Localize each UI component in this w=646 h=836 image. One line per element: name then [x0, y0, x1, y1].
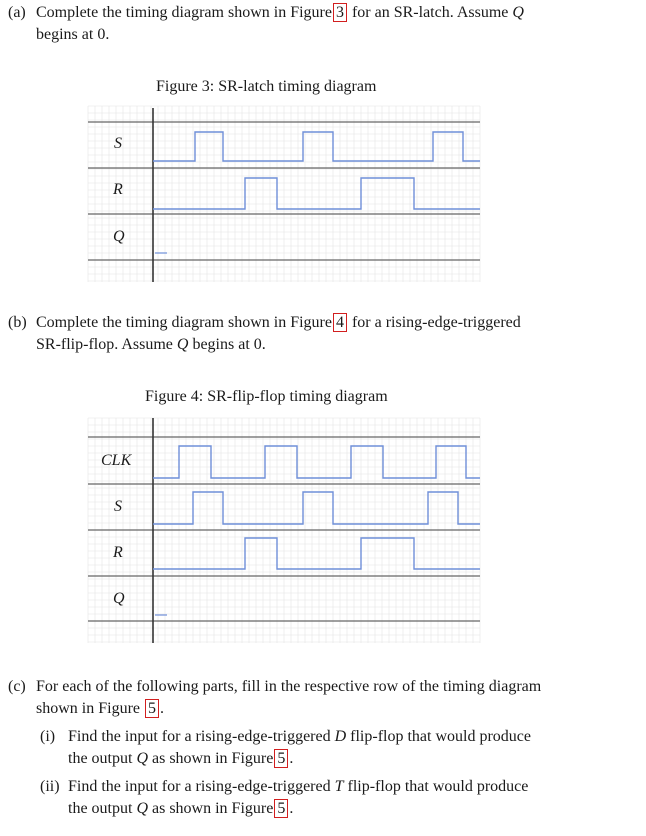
item-ii-label: (ii): [40, 778, 60, 795]
item-ii-period: .: [289, 800, 294, 817]
part-b-line2-after: begins at 0.: [192, 336, 266, 353]
part-b-label: (b): [8, 314, 27, 331]
var-q: Q: [176, 336, 189, 353]
var-t: T: [334, 778, 344, 795]
figure-3-caption: Figure 3: SR-latch timing diagram: [156, 78, 377, 95]
var-q: Q: [136, 800, 148, 817]
fig4-signal-s: S: [114, 498, 122, 515]
item-i-line1: Find the input for a rising-edge-triggered: [68, 728, 331, 745]
item-ii-line2-mid: as shown in Figure: [152, 800, 274, 817]
part-c-line2: shown in Figure: [36, 700, 140, 717]
fig4-signal-q: Q: [113, 590, 125, 607]
fig3-signal-s: S: [114, 135, 122, 152]
part-c-question: [8, 676, 630, 720]
var-d: D: [334, 728, 347, 745]
part-a-line2: begins at 0.: [36, 26, 110, 43]
item-i-line2: the output: [68, 750, 133, 767]
part-b-text: Complete the timing diagram shown in Figure: [36, 314, 332, 331]
part-a-text: Complete the timing diagram shown in Figure: [36, 4, 332, 21]
figure-5-ref[interactable]: 5: [274, 799, 288, 818]
fig3-signal-r: R: [113, 181, 123, 198]
fig4-signal-clk: CLK: [101, 452, 132, 469]
part-c-item-ii: [40, 776, 630, 820]
item-ii-line2: the output: [68, 800, 133, 817]
fig4-signal-r: R: [113, 544, 123, 561]
item-i-period: .: [289, 750, 294, 767]
figure-4-ref[interactable]: 4: [333, 313, 347, 332]
fig3-signal-q: Q: [113, 228, 125, 245]
part-c-line1: For each of the following parts, fill in the respective row of the timing diagram: [36, 678, 542, 695]
item-i-line1-after: flip-flop that would produce: [350, 728, 531, 745]
figure-3-ref[interactable]: 3: [333, 3, 347, 22]
item-i-label: (i): [40, 728, 56, 745]
figure-5-ref[interactable]: 5: [145, 699, 159, 718]
figure-5-ref[interactable]: 5: [274, 749, 288, 768]
part-a-label: (a): [8, 4, 26, 21]
item-ii-line1: Find the input for a rising-edge-triggered: [68, 778, 331, 795]
part-c-label: (c): [8, 678, 26, 695]
part-b-text-after: for a rising-edge-triggered: [351, 314, 521, 331]
var-q: Q: [136, 750, 148, 767]
figure-4-caption: Figure 4: SR-flip-flop timing diagram: [145, 388, 388, 405]
item-i-line2-mid: as shown in Figure: [152, 750, 274, 767]
var-q: Q: [512, 4, 524, 21]
part-a-text-after: for an SR-latch. Assume: [351, 4, 509, 21]
part-b-line2: SR-flip-flop. Assume: [36, 336, 173, 353]
item-ii-line1-after: flip-flop that would produce: [347, 778, 529, 795]
part-c-item-i: [40, 726, 630, 770]
part-c-period: .: [160, 700, 164, 717]
